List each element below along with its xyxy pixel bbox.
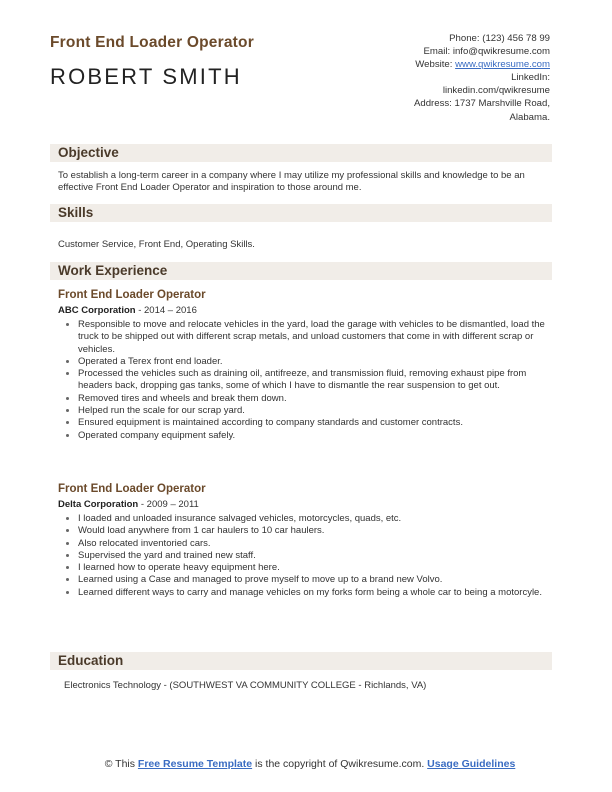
job-entry-company-line bbox=[58, 305, 548, 316]
candidate-name: ROBERT SMITH bbox=[50, 64, 242, 89]
footer-copyright: © This Free Resume Template is the copyright of Qwikresume.com. Usage Guidelines bbox=[104, 758, 516, 770]
list-item: • Also relocated inventoried cars. bbox=[78, 538, 548, 550]
job-entry-title: Front End Loader Operator bbox=[58, 483, 206, 495]
section-title: Skills bbox=[58, 205, 94, 220]
list-item: • I loaded and unloaded insurance salvaged vehicles, motorcycles, quads, etc. bbox=[78, 513, 548, 525]
job-entry-company-line bbox=[58, 499, 548, 510]
list-item: • Helped run the scale for our scrap yard. bbox=[78, 405, 548, 417]
company-name: ABC Corporation bbox=[58, 305, 136, 316]
contact-linkedin: linkedin.com/qwikresume bbox=[442, 85, 550, 97]
contact-email: Email: info@qwikresume.com bbox=[423, 46, 550, 58]
education-text: Electronics Technology - (SOUTHWEST VA COMMUNITY COLLEGE - Richlands, VA) bbox=[64, 680, 427, 691]
objective-text: To establish a long-term career in a company where I may utilize my professional skills and knowledge to be an effective Front End Loader Operator and inspiration to those around me. bbox=[58, 170, 525, 194]
list-item: • Operated a Terex front end loader. bbox=[78, 356, 548, 368]
section-title: Education bbox=[58, 653, 124, 668]
contact-block bbox=[330, 32, 550, 124]
free-resume-template-link[interactable]: Free Resume Template bbox=[137, 758, 253, 770]
job-entry bbox=[58, 483, 548, 599]
work-experience-section-header bbox=[50, 262, 552, 280]
job-duties-list bbox=[58, 513, 548, 599]
list-item: • Responsible to move and relocate vehicles in the yard, load the garage with vehicles to be dismantled, load the truck to be shipped out with different scrap metals, and unload customers that come in with different scrap or vehicles. bbox=[78, 319, 548, 356]
list-item: • Ensured equipment is maintained according to company standards and customer contracts. bbox=[78, 417, 548, 429]
header bbox=[50, 34, 254, 90]
section-title: Objective bbox=[58, 145, 119, 160]
list-item: • Would load anywhere from 1 car haulers to 10 car haulers. bbox=[78, 525, 548, 537]
list-item: • Processed the vehicles such as draining oil, antifreeze, and transmission fluid, removing exhaust pipe from headers back, dropping gas tanks, some of which I have to dismantle the rear suspension to get out. bbox=[78, 368, 548, 393]
job-title: Front End Loader Operator bbox=[50, 34, 254, 51]
skills-text: Customer Service, Front End, Operating Skills. bbox=[58, 239, 255, 250]
contact-address: Address: 1737 Marshville Road, bbox=[413, 98, 550, 110]
website-link[interactable]: www.qwikresume.com bbox=[455, 59, 550, 71]
contact-website: Website: www.qwikresume.com bbox=[415, 59, 550, 71]
job-dates: - 2009 – 2011 bbox=[138, 499, 199, 510]
company-name: Delta Corporation bbox=[58, 499, 139, 510]
list-item: • Removed tires and wheels and break them down. bbox=[78, 393, 548, 405]
job-entry bbox=[58, 289, 548, 442]
list-item: • Learned different ways to carry and manage vehicles on my forks form being a whole car to being a motorcyle. bbox=[78, 587, 548, 599]
skills-section-header bbox=[50, 204, 552, 222]
job-entry-title: Front End Loader Operator bbox=[58, 289, 206, 301]
objective-section-header bbox=[50, 144, 552, 162]
contact-phone: Phone: (123) 456 78 99 bbox=[449, 33, 550, 44]
job-duties-list bbox=[58, 319, 548, 442]
usage-guidelines-link[interactable]: Usage Guidelines bbox=[427, 758, 516, 770]
education-section-header bbox=[50, 652, 552, 670]
section-title: Work Experience bbox=[58, 263, 168, 278]
list-item: • Supervised the yard and trained new staff. bbox=[78, 550, 548, 562]
contact-address-line2: Alabama. bbox=[509, 111, 550, 123]
list-item: • I learned how to operate heavy equipment here. bbox=[78, 562, 548, 574]
list-item: • Learned using a Case and managed to prove myself to move up to a brand new Volvo. bbox=[78, 574, 548, 586]
list-item: • Operated company equipment safely. bbox=[78, 430, 548, 442]
job-dates: - 2014 – 2016 bbox=[135, 305, 197, 316]
contact-linkedin-label: LinkedIn: bbox=[511, 72, 550, 84]
